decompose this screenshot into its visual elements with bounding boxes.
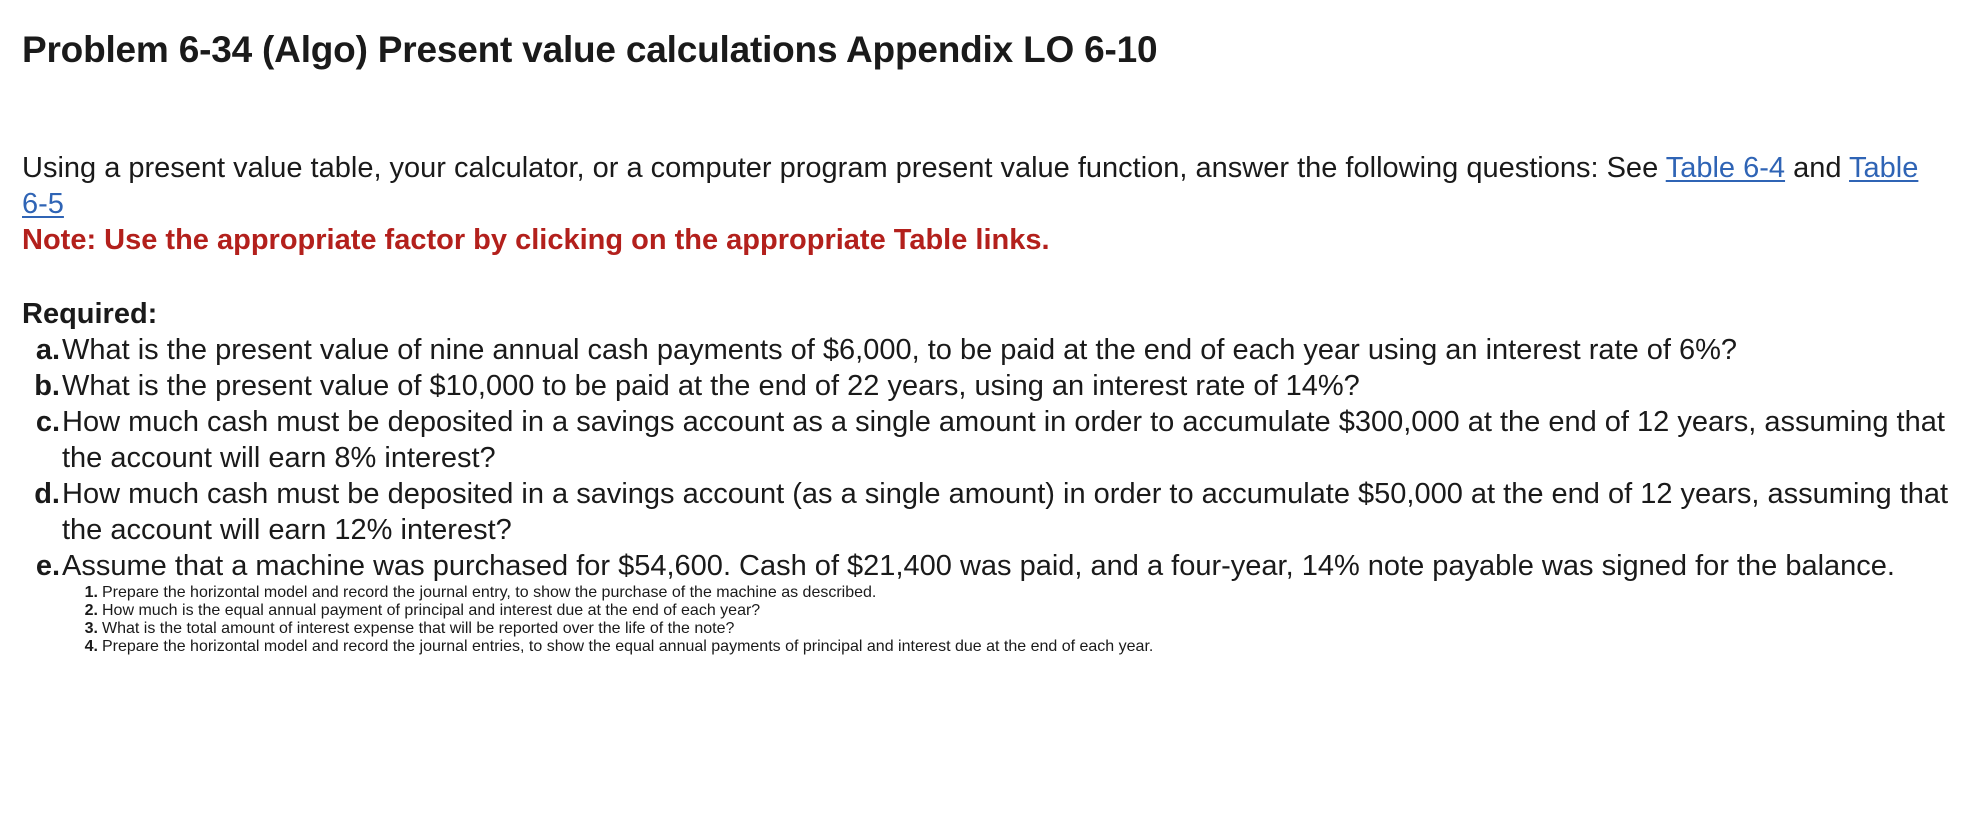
question-marker: a. (35, 334, 60, 366)
question-d (22, 476, 1952, 548)
note-text: Note: Use the appropriate factor by clicking on the appropriate Table links. (22, 224, 1050, 256)
question-e (22, 548, 1952, 584)
question-b (22, 368, 1952, 404)
question-c (22, 404, 1952, 476)
question-marker: d. (34, 478, 60, 510)
sub-question-1 (22, 584, 1922, 602)
sub-question-list (22, 584, 1974, 656)
question-marker: c. (35, 406, 60, 438)
sub-question-text: How much is the equal annual payment of principal and interest due at the end of each year? (102, 602, 761, 619)
question-marker: b. (34, 370, 60, 402)
intro-text: Using a present value table, your calculator, or a computer program present value function, answer the following questions: See (22, 152, 1666, 184)
sub-question-text: Prepare the horizontal model and record the journal entry, to show the purchase of the machine as described. (102, 584, 877, 601)
sub-question-marker: 3. (84, 620, 98, 637)
question-a (22, 332, 1952, 368)
sub-question-2 (22, 602, 1922, 620)
question-text: How much cash must be deposited in a savings account as a single amount in order to accumulate $300,000 at the end of 12 years, assuming that the account will earn 8% interest? (62, 406, 1945, 474)
question-marker: e. (35, 550, 60, 582)
problem-title: Problem 6-34 (Algo) Present value calculations Appendix LO 6-10 (22, 29, 1158, 70)
question-text: What is the present value of nine annual cash payments of $6,000, to be paid at the end of each year using an interest rate of 6%? (62, 334, 1738, 366)
required-label: Required: (22, 298, 158, 330)
sub-question-text: Prepare the horizontal model and record the journal entries, to show the equal annual payments of principal and interest due at the end of each year. (102, 638, 1154, 655)
sub-question-3 (22, 620, 1922, 638)
intro-and-text: and (1785, 152, 1850, 184)
question-list (22, 332, 1974, 584)
table-6-4-link[interactable]: Table 6-4 (1665, 152, 1786, 184)
question-text: What is the present value of $10,000 to be paid at the end of 22 years, using an interest rate of 14%? (62, 370, 1360, 402)
sub-question-marker: 1. (84, 584, 98, 601)
sub-question-text: What is the total amount of interest expense that will be reported over the life of the note? (102, 620, 735, 637)
sub-question-4 (22, 638, 1922, 656)
table-6-5-link[interactable]: Table 6-5 (22, 152, 1919, 220)
intro-paragraph (22, 150, 1922, 222)
question-text: Assume that a machine was purchased for $54,600. Cash of $21,400 was paid, and a four-year, 14% note payable was signed for the balance. (62, 550, 1895, 582)
sub-question-marker: 4. (84, 638, 98, 655)
sub-question-marker: 2. (84, 602, 98, 619)
question-text: How much cash must be deposited in a savings account (as a single amount) in order to accumulate $50,000 at the end of 12 years, assuming that the account will earn 12% interest? (62, 478, 1949, 546)
